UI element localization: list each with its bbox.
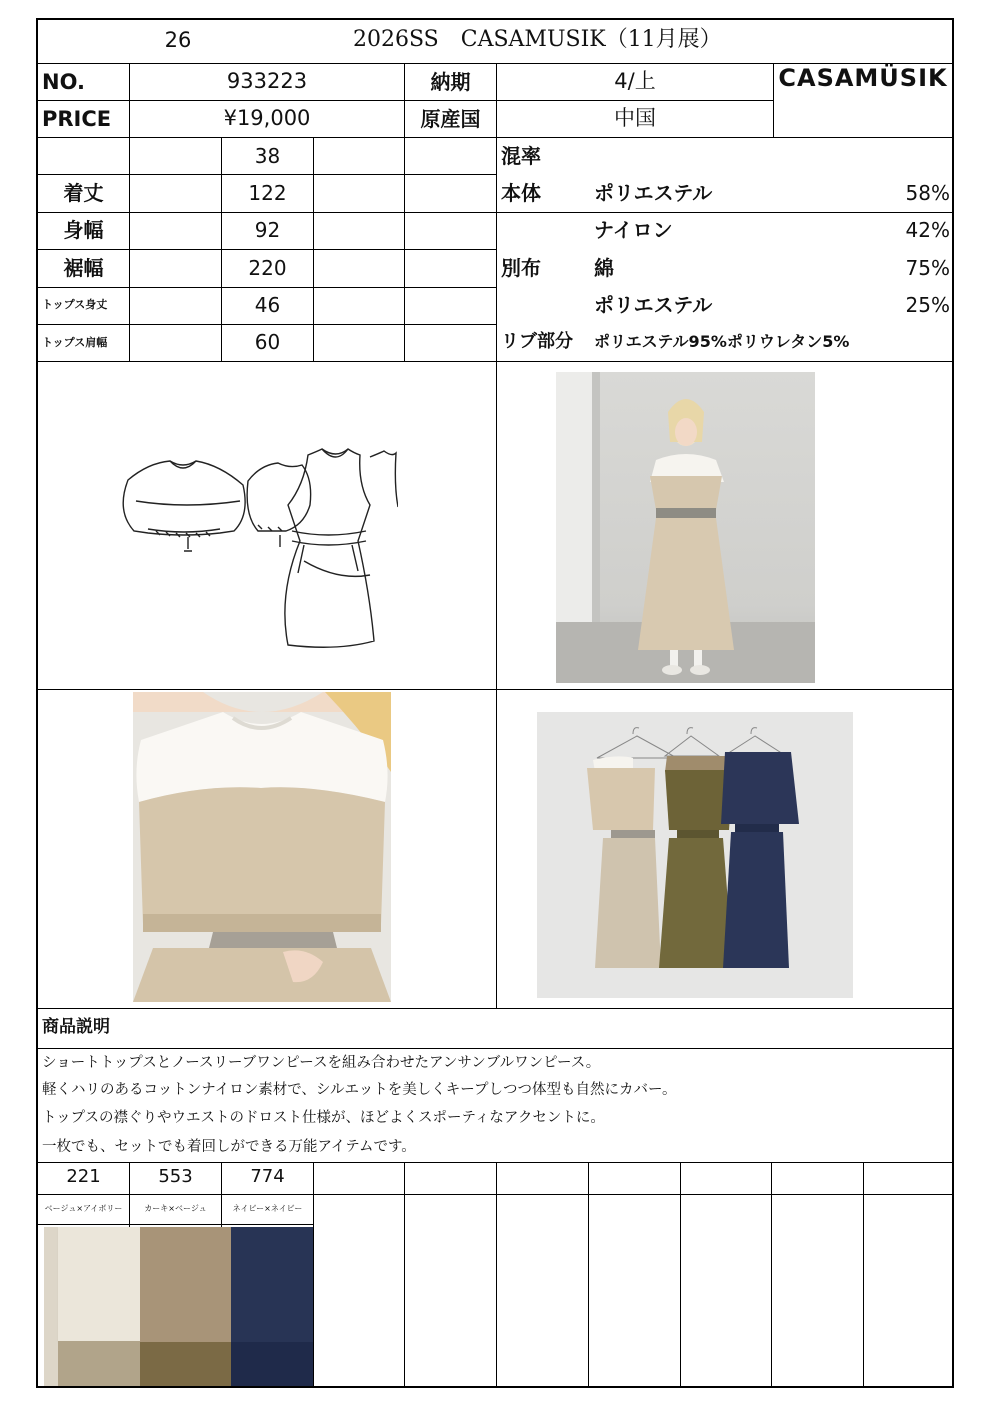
rule xyxy=(863,1162,864,1386)
size-value: 92 xyxy=(254,218,281,242)
size-label: トップス肩幅 xyxy=(42,336,108,349)
swatch-photo xyxy=(44,1227,313,1386)
percentage: 58% xyxy=(905,181,950,205)
rule xyxy=(313,137,314,361)
rule xyxy=(771,1162,772,1386)
size-value: 60 xyxy=(254,330,281,354)
color-name: ベージュ×アイボリー xyxy=(44,1204,123,1213)
closeup-photo xyxy=(133,692,391,1002)
delivery-value: 4/上 xyxy=(614,69,656,93)
description-line: トップスの襟ぐりやウエストのドロスト仕様が、ほどよくスポーティなアクセントに。 xyxy=(42,1110,605,1126)
size-value: 46 xyxy=(254,293,281,317)
material: ポリエステル xyxy=(594,293,713,317)
origin-label: 原産国 xyxy=(420,107,481,131)
rule xyxy=(38,1008,952,1009)
description-line: 一枚でも、セットでも着回しができる万能アイテムです。 xyxy=(42,1139,416,1155)
price-label: PRICE xyxy=(42,107,112,131)
color-name: カーキ×ベージュ xyxy=(144,1204,207,1213)
material: 綿 xyxy=(594,256,614,280)
percentage: 42% xyxy=(905,218,950,242)
description-title: 商品説明 xyxy=(42,1017,110,1037)
rule xyxy=(38,361,952,362)
rule xyxy=(38,174,497,175)
material: ポリエステル xyxy=(594,181,713,205)
color-code: 221 xyxy=(66,1166,101,1187)
price-value: ¥19,000 xyxy=(223,106,311,130)
hanger-photo xyxy=(537,712,853,998)
rule xyxy=(38,137,952,138)
rule xyxy=(38,1048,952,1049)
brand-logo: CASAMÜSIK xyxy=(778,64,948,92)
rule xyxy=(38,1194,952,1195)
swatch-khaki xyxy=(140,1342,231,1386)
rule xyxy=(496,63,497,1008)
rule xyxy=(496,1162,497,1386)
rib-value: ポリエステル95%ポリウレタン5% xyxy=(594,332,850,351)
material: ナイロン xyxy=(594,218,673,242)
rib-label: リブ部分 xyxy=(501,331,573,352)
swatch-ivory xyxy=(58,1227,140,1341)
rule xyxy=(38,287,497,288)
size-label: 裾幅 xyxy=(63,256,104,280)
size-label: 身幅 xyxy=(63,218,104,242)
rule xyxy=(38,689,952,690)
delivery-label: 納期 xyxy=(430,70,471,94)
size-label: 着丈 xyxy=(63,181,104,205)
color-code: 774 xyxy=(250,1166,285,1187)
swatch-navy-lower xyxy=(231,1342,313,1386)
composition-title: 混率 xyxy=(501,144,541,168)
size-value: 122 xyxy=(248,181,287,205)
rule xyxy=(38,1162,952,1163)
spec-sheet xyxy=(36,18,954,1388)
rule xyxy=(221,137,222,361)
technical-sketch xyxy=(108,445,398,655)
rule xyxy=(38,249,497,250)
model-photo xyxy=(556,372,815,683)
size-value: 220 xyxy=(248,256,287,280)
body-label: 本体 xyxy=(501,181,541,205)
rule xyxy=(38,324,497,325)
no-value: 933223 xyxy=(226,69,308,93)
rule xyxy=(404,63,405,361)
rule xyxy=(38,1224,314,1225)
rule xyxy=(313,1162,314,1386)
color-code: 553 xyxy=(158,1166,193,1187)
description-line: ショートトップスとノースリーブワンピースを組み合わせたアンサンブルワンピース。 xyxy=(42,1055,601,1071)
description-line: 軽くハリのあるコットンナイロン素材で、シルエットを美しくキープしつつ体型も自然にカバー。 xyxy=(42,1082,677,1098)
rule xyxy=(680,1162,681,1386)
size-label: トップス身丈 xyxy=(42,298,108,311)
swatch-khaki-top xyxy=(140,1227,231,1342)
swatch-beige-lower xyxy=(58,1341,140,1386)
rule xyxy=(588,1162,589,1386)
rule xyxy=(404,1162,405,1386)
color-name: ネイビー×ネイビー xyxy=(232,1204,303,1213)
sheet-number: 26 xyxy=(164,28,192,52)
no-label: NO. xyxy=(42,70,85,94)
sheet-title: 2026SS CASAMUSIK（11月展） xyxy=(353,27,722,52)
rule xyxy=(38,100,773,101)
percentage: 75% xyxy=(905,256,950,280)
origin-value: 中国 xyxy=(614,106,656,130)
rule xyxy=(38,212,952,213)
percentage: 25% xyxy=(905,293,950,317)
size-header: 38 xyxy=(254,144,281,168)
sub-fabric-label: 別布 xyxy=(501,256,541,280)
